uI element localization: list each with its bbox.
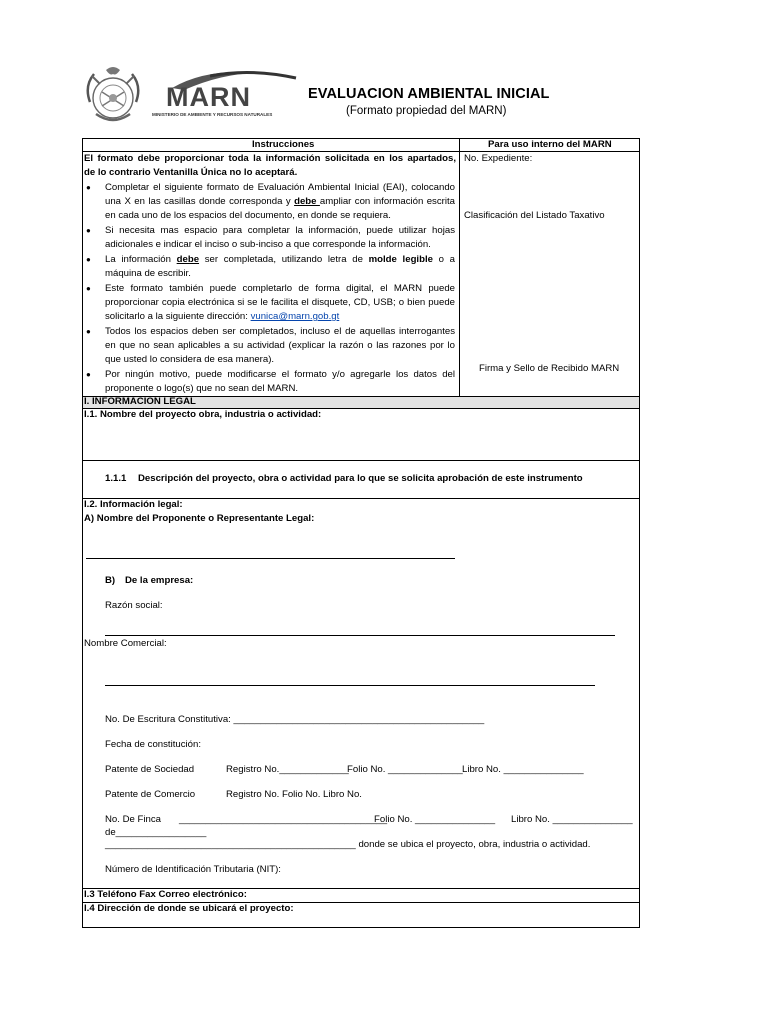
- patente-sociedad-label: Patente de Sociedad: [105, 764, 195, 775]
- folio-field[interactable]: Folio No. ______________: [347, 764, 463, 775]
- instruction-text: una X en las casillas donde corresponda y debe ampliar con información escrita: [105, 196, 455, 207]
- instruction-text: Completar el siguiente formato de Evaluación Ambiental Inicial (EAI), colocando: [105, 182, 455, 193]
- ubicacion-field[interactable]: _______________________________________________ donde se ubica el proyecto, obra, industria o actividad.: [105, 839, 591, 850]
- marn-logo-subtext: MINISTERIO DE AMBIENTE Y RECURSOS NATURALES: [152, 112, 273, 117]
- nit-label: Número de Identificación Tributaria (NIT):: [105, 864, 281, 875]
- nombre-comercial-label: Nombre Comercial:: [84, 638, 167, 649]
- description-label: Descripción del proyecto, obra o actividad para lo que se solicita aprobación de este instrumento: [138, 473, 583, 484]
- proponent-field[interactable]: [86, 558, 455, 559]
- patente-comercio-label: Patente de Comercio: [105, 789, 196, 800]
- finca-label: No. De Finca: [105, 814, 161, 825]
- clasificacion-label: Clasificación del Listado Taxativo: [464, 210, 605, 221]
- instructions-intro: El formato debe proporcionar toda la información solicitada en los apartados,: [84, 153, 456, 164]
- proponent-label: A) Nombre del Proponente o Representante Legal:: [84, 513, 315, 524]
- company-letter: B): [105, 575, 116, 586]
- patente-comercio-fields[interactable]: Registro No. Folio No. Libro No.: [226, 789, 362, 800]
- bullet-icon: ●: [86, 284, 91, 293]
- bullet-icon: ●: [86, 327, 91, 336]
- instruction-text: Por ningún motivo, puede modificarse el formato y/o agregarle los datos del: [105, 369, 455, 380]
- instruction-text: máquina de escribir.: [105, 268, 191, 279]
- telefono-label: I.3 Teléfono Fax Correo electrónico:: [84, 889, 247, 900]
- instructions-intro: de lo contrario Ventanilla Única no lo aceptará.: [84, 167, 298, 178]
- firma-label: Firma y Sello de Recibido MARN: [479, 363, 620, 374]
- divider: [82, 460, 640, 461]
- instruction-text: en que no sean aplicables a su actividad (explicar la razón o las razones por lo: [105, 340, 455, 351]
- razon-social-field[interactable]: [105, 635, 615, 636]
- instruction-text: La información debe ser completada, utilizando letra de molde legible o a: [105, 254, 455, 265]
- finca-field[interactable]: _______________________________________: [179, 814, 388, 825]
- nombre-comercial-field[interactable]: [105, 685, 595, 686]
- marn-logo-text: MARN: [166, 82, 251, 112]
- finca-libro-field[interactable]: Libro No. _______________: [511, 814, 633, 825]
- razon-social-label: Razón social:: [105, 600, 163, 611]
- expediente-label: No. Expediente:: [464, 153, 533, 164]
- company-label: De la empresa:: [125, 575, 194, 586]
- bullet-icon: ●: [86, 183, 91, 192]
- escritura-field[interactable]: No. De Escritura Constitutiva: _______________________________________________: [105, 714, 485, 725]
- instruction-text: en cada uno de los espacios del documento, en donde se requiera.: [105, 210, 391, 221]
- document-title: EVALUACION AMBIENTAL INICIAL: [308, 86, 550, 102]
- column-divider: [459, 138, 460, 396]
- instruction-text: proporcionar copia electrónica si se le facilita el disquete, CD, USB; o bien puede: [105, 297, 455, 308]
- instruction-text: adicionales e indicar el inciso o sub-inciso a que corresponde la información.: [105, 239, 431, 250]
- guatemala-coat-of-arms-logo: [78, 62, 148, 128]
- instruction-text: proponente o logo(s) que no sean del MARN.: [105, 383, 299, 394]
- bullet-icon: ●: [86, 226, 91, 235]
- bullet-icon: ●: [86, 370, 91, 379]
- finca-folio-field[interactable]: Folio No. _______________: [374, 814, 496, 825]
- description-number: 1.1.1: [105, 473, 127, 484]
- libro-field[interactable]: Libro No. _______________: [462, 764, 584, 775]
- direccion-label: I.4 Dirección de donde se ubicará el proyecto:: [84, 903, 294, 914]
- instructions-heading: Instrucciones: [252, 139, 315, 150]
- registro-field[interactable]: Registro No._____________: [226, 764, 349, 775]
- document-subtitle: (Formato propiedad del MARN): [346, 105, 507, 117]
- fecha-label: Fecha de constitución:: [105, 739, 201, 750]
- marn-logo: [150, 68, 300, 120]
- bullet-icon: ●: [86, 255, 91, 264]
- internal-use-heading: Para uso interno del MARN: [488, 139, 612, 150]
- legal-info-label: I.2. Información legal:: [84, 499, 183, 510]
- email-link[interactable]: vunica@marn.gob.gt: [250, 311, 340, 322]
- instruction-text: Todos los espacios deben ser completados, incluso el de aquellas interrogantes: [105, 326, 455, 337]
- instruction-text: que usted lo considera de esa manera).: [105, 354, 275, 365]
- instruction-text: Si necesita mas espacio para completar la información, puede utilizar hojas: [105, 225, 455, 236]
- section-heading: I. INFORMACION LEGAL: [84, 396, 196, 407]
- instruction-text: Este formato también puede completarlo de forma digital, el MARN puede: [105, 283, 455, 294]
- project-name-label: I.1. Nombre del proyecto obra, industria o actividad:: [84, 409, 322, 420]
- instruction-text: solicitarlo a la siguiente dirección: vunica@marn.gob.gt: [105, 311, 340, 322]
- finca-de-field[interactable]: de_________________: [105, 827, 207, 838]
